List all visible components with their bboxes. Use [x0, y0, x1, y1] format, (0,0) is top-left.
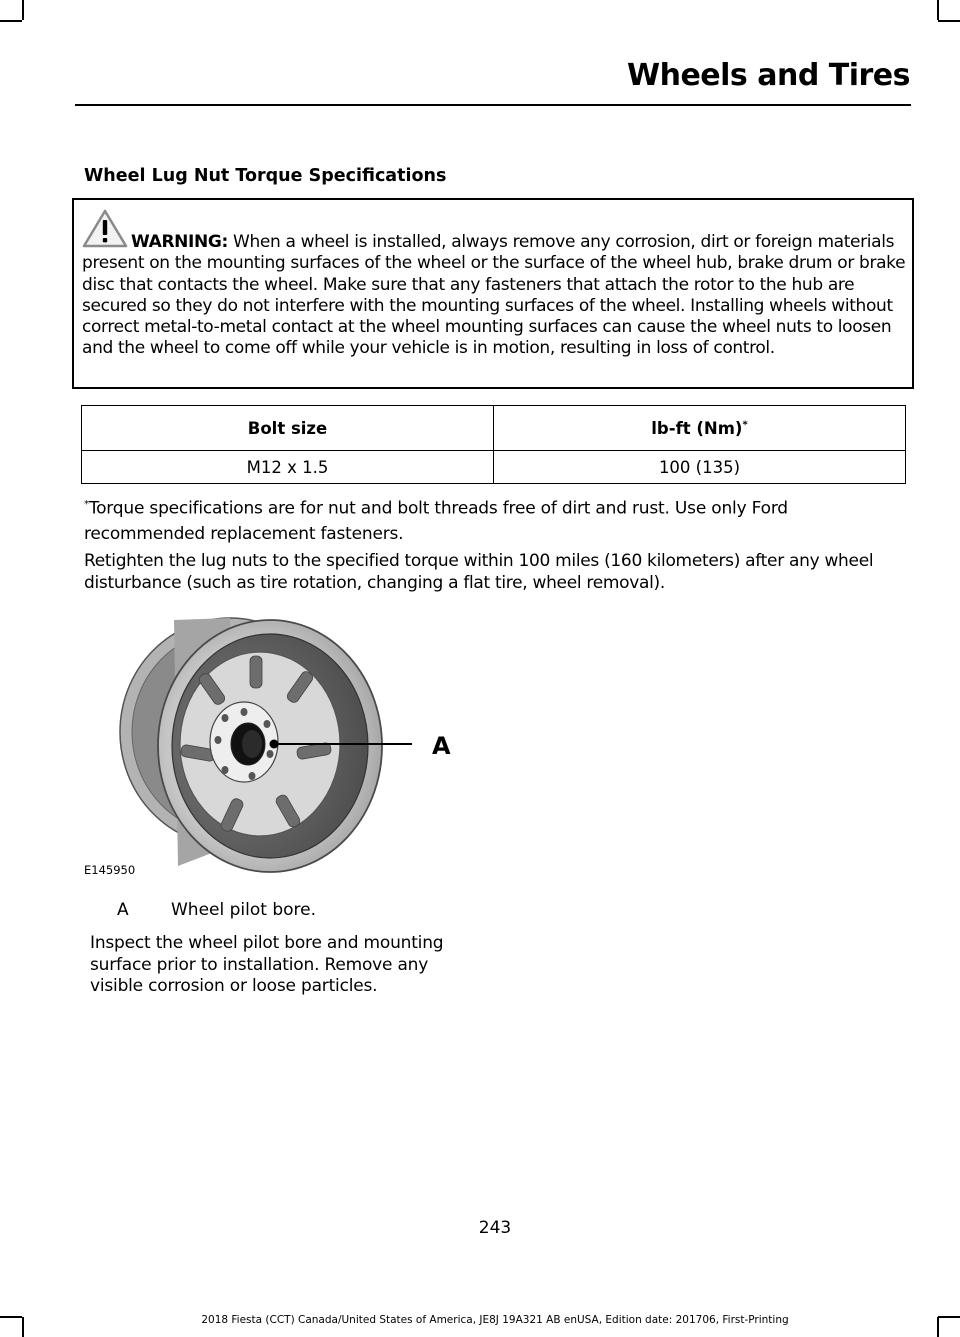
torque-value-cell: 100 (135)	[494, 451, 906, 484]
section-heading: Wheel Lug Nut Torque Specifications	[84, 166, 447, 186]
edition-footer: 2018 Fiesta (CCT) Canada/United States of America, JE8J 19A321 AB enUSA, Edition date: 201706, First-Printing	[201, 1314, 789, 1326]
torque-footnote	[84, 492, 914, 547]
warning-label: WARNING:	[131, 232, 228, 252]
torque-spec-table	[81, 405, 906, 484]
table-header-row	[82, 406, 906, 451]
crop-mark	[22, 0, 24, 20]
footnote-text: Torque specifications are for nut and bolt threads free of dirt and rust. Use only Ford recommended replacement fasteners.	[84, 498, 788, 544]
crop-mark	[937, 0, 939, 20]
wheel-illustration	[82, 608, 462, 883]
title-divider	[75, 104, 911, 106]
figure-id: E145950	[84, 863, 136, 877]
bolt-size-cell: M12 x 1.5	[82, 451, 494, 484]
page-number: 243	[478, 1218, 512, 1238]
header-torque: lb-ft (Nm)*	[494, 406, 906, 451]
footnote-mark: *	[84, 499, 89, 510]
table-row	[82, 451, 906, 484]
crop-mark	[938, 20, 960, 22]
warning-text	[82, 232, 912, 360]
legend-description: Wheel pilot bore.	[171, 900, 317, 920]
callout-label: A	[432, 732, 451, 760]
footnote-mark: *	[742, 419, 748, 430]
header-bolt-size: Bolt size	[82, 406, 494, 451]
crop-mark	[0, 20, 22, 22]
inspect-paragraph: Inspect the wheel pilot bore and mounting surface prior to installation. Remove any visible corrosion or loose particles.	[90, 933, 444, 996]
legend-letter: A	[117, 900, 129, 920]
retighten-paragraph: Retighten the lug nuts to the specified torque within 100 miles (160 kilometers) after any wheel disturbance (such as tire rotation, changing a flat tire, wheel removal).	[84, 551, 874, 593]
page-title: Wheels and Tires	[627, 58, 910, 93]
warning-body: When a wheel is installed, always remove any corrosion, dirt or foreign materials present on the mounting surfaces of the wheel or the surface of the wheel hub, brake drum or brake disc that contacts the wheel. Make sure that any fasteners that attach the rotor to the hub are secured so they do not interfere with the mounting surfaces of the wheel. Installing wheels without correct metal-to-metal contact at the wheel mounting surfaces can cause the wheel nuts to loosen and the wheel to come off while your vehicle is in motion, resulting in loss of control.	[82, 232, 906, 359]
